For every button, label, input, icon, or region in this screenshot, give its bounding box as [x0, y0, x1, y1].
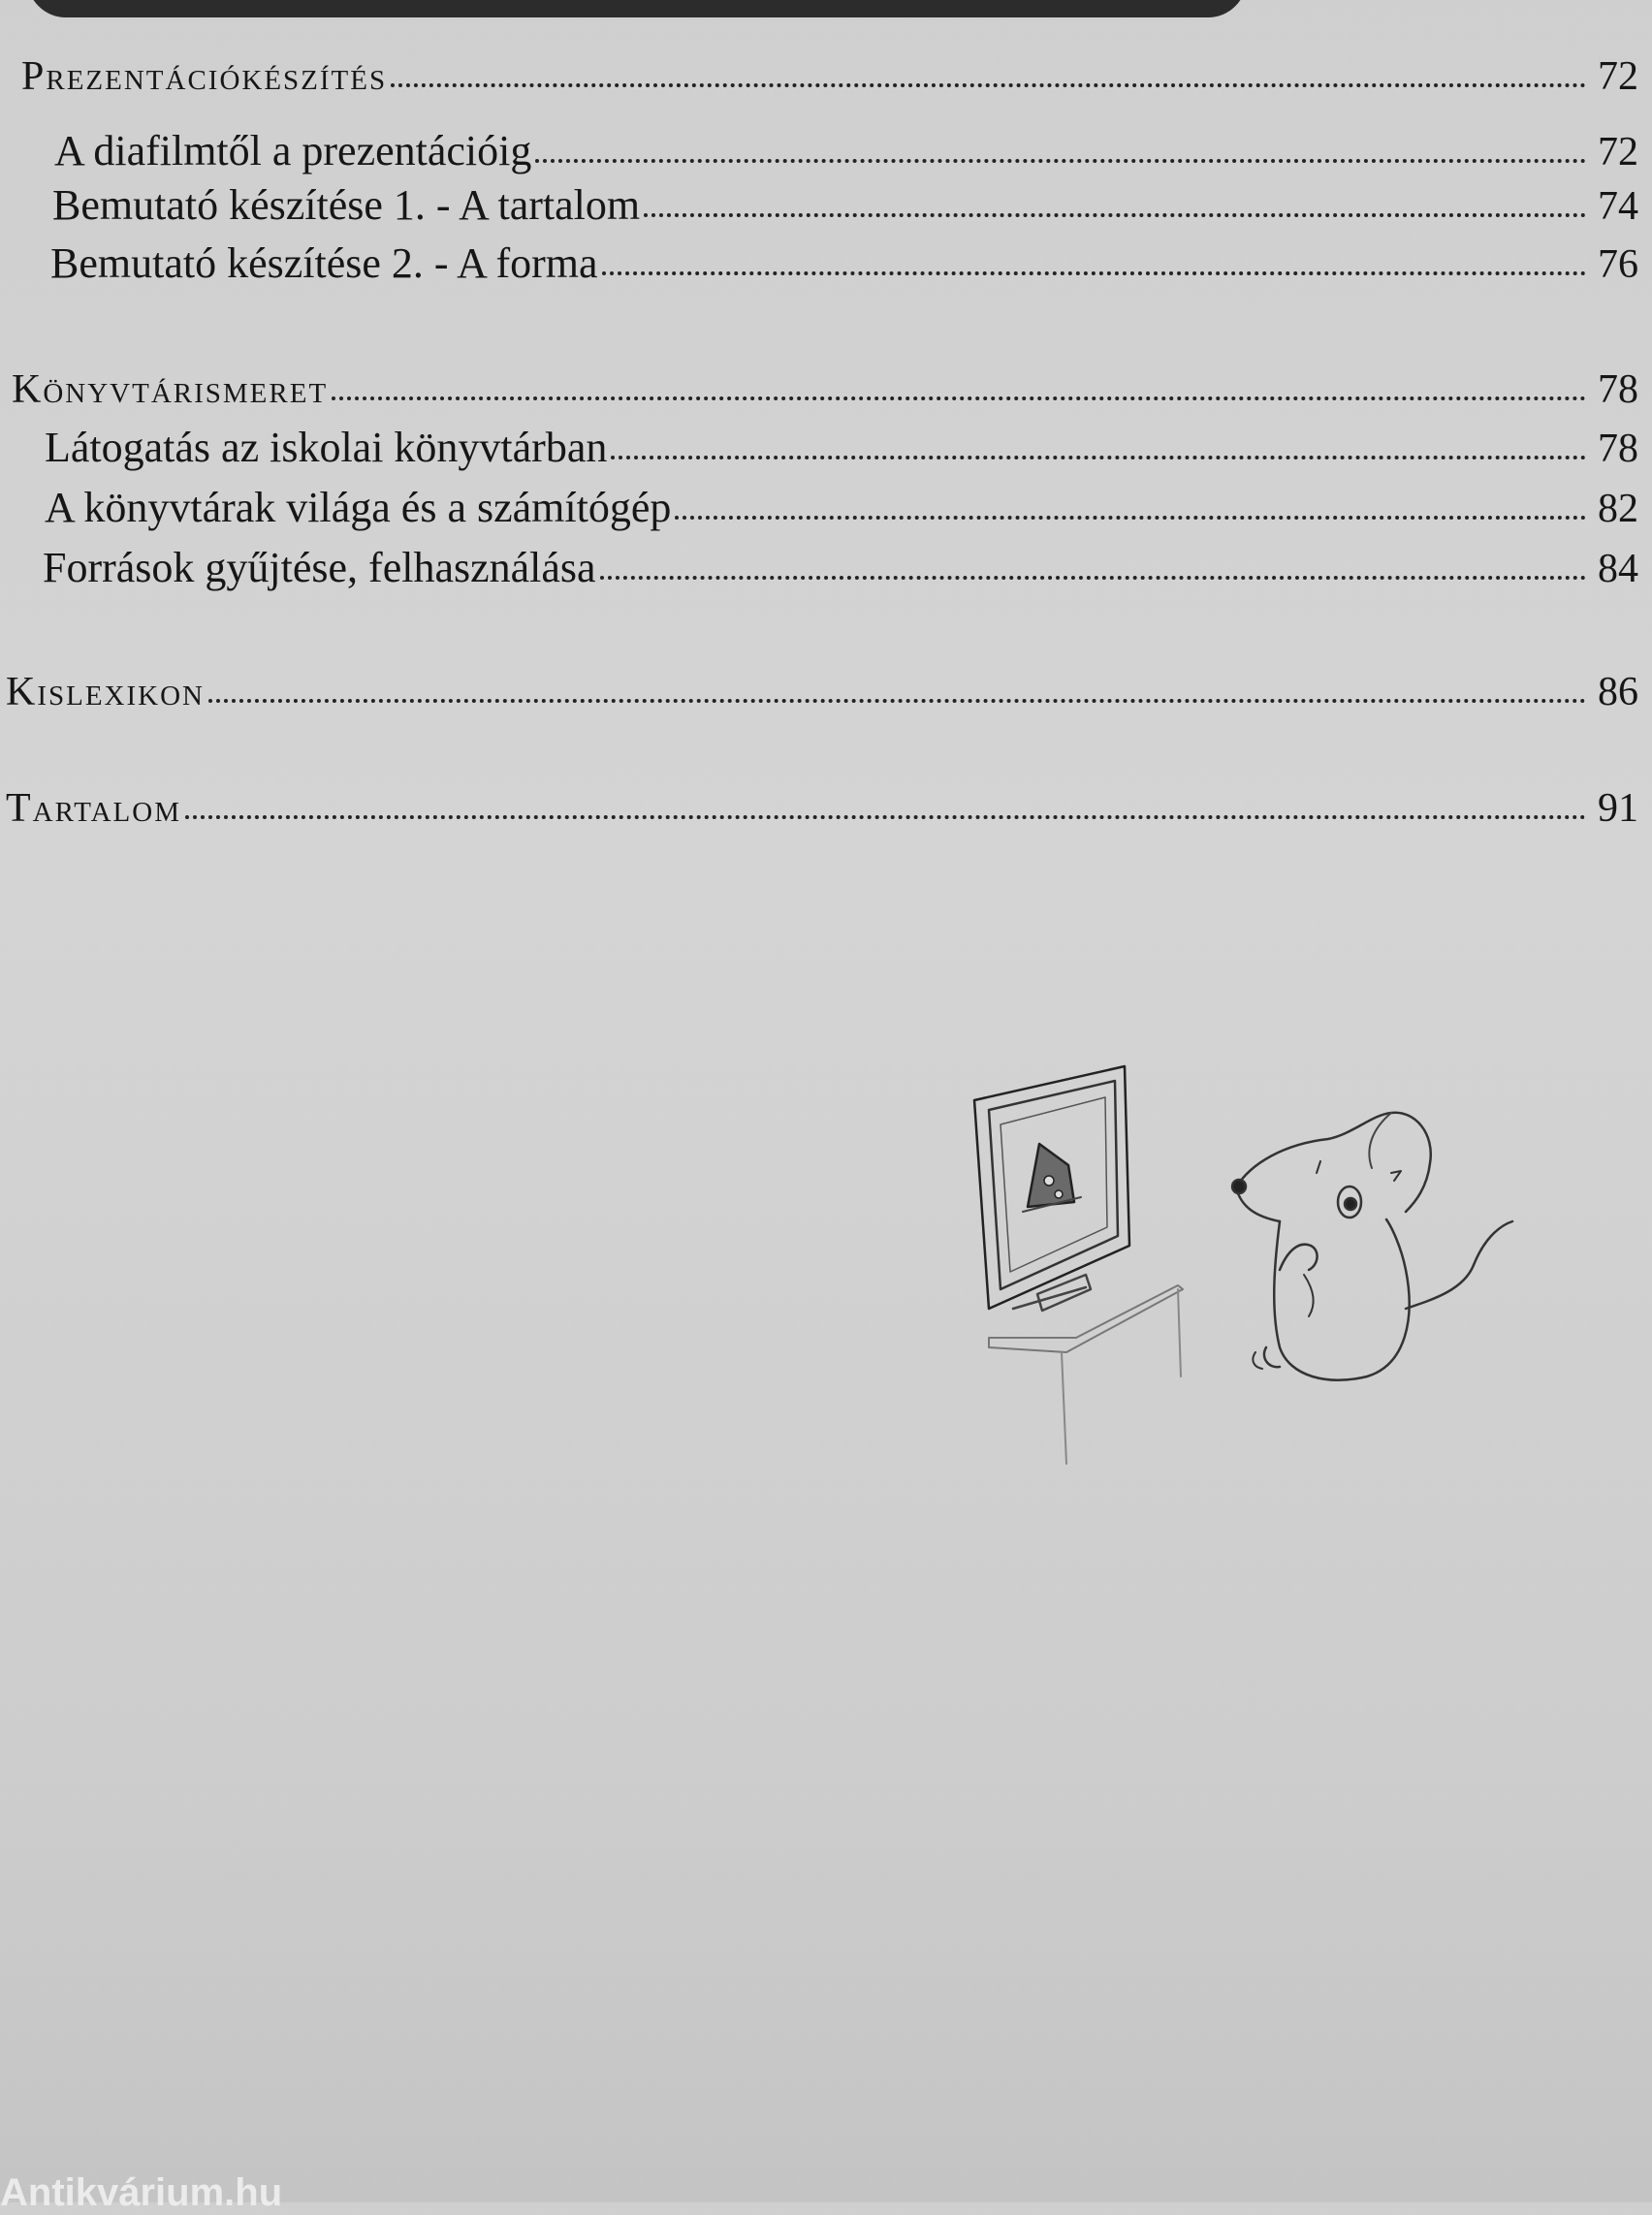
toc-title: Könyvtárismeret — [12, 367, 329, 412]
toc-page-number: 78 — [1598, 367, 1638, 412]
dot-leader — [332, 396, 1586, 400]
toc-page-number: 84 — [1598, 547, 1638, 591]
toc-entry-konyvtarak-vilaga[interactable] — [45, 483, 1638, 532]
toc-title: Kislexikon — [6, 670, 205, 714]
toc-title: Bemutató készítése 2. - A forma — [50, 239, 598, 287]
toc-page-number: 74 — [1598, 184, 1638, 229]
toc-entry-forrasok[interactable] — [43, 543, 1638, 592]
toc-page-number: 76 — [1598, 242, 1638, 287]
dot-leader — [208, 699, 1586, 703]
toc-page-number: 72 — [1598, 54, 1638, 99]
dot-leader — [611, 456, 1586, 459]
toc-section-prezentaciokeszites[interactable] — [21, 53, 1638, 100]
toc-title: A könyvtárak világa és a számítógép — [45, 484, 672, 531]
toc-title: Prezentációkészítés — [21, 54, 388, 99]
toc-entry-bemutato-2[interactable] — [50, 238, 1638, 288]
dot-leader — [391, 83, 1586, 87]
dot-leader — [602, 271, 1586, 275]
toc-title: Látogatás az iskolai könyvtárban — [45, 424, 608, 471]
toc-section-konyvtarismeret[interactable] — [12, 366, 1638, 413]
toc-entry-diafilm[interactable] — [54, 126, 1638, 175]
toc-page-number: 86 — [1598, 670, 1638, 714]
toc-page-number: 82 — [1598, 487, 1638, 531]
toc-title: Tartalom — [6, 786, 181, 831]
toc-section-tartalom[interactable] — [6, 785, 1638, 832]
toc-page-number: 78 — [1598, 427, 1638, 471]
toc-title: Bemutató készítése 1. - A tartalom — [52, 181, 641, 229]
toc-section-kislexikon[interactable] — [6, 669, 1638, 715]
mouse-watching-tv-illustration — [960, 1057, 1590, 1473]
toc-page-number: 72 — [1598, 130, 1638, 174]
mouse-icon — [1232, 1113, 1512, 1380]
watermark: Antikvárium.hu — [0, 2171, 283, 2214]
toc-entry-latogatas[interactable] — [45, 423, 1638, 472]
toc-entry-bemutato-1[interactable] — [52, 180, 1638, 230]
dot-leader — [675, 516, 1586, 520]
dot-leader — [600, 576, 1586, 580]
dot-leader — [185, 815, 1586, 819]
cheese-icon — [1023, 1144, 1081, 1212]
mouse-tv-drawing — [960, 1057, 1590, 1473]
toc-title: Források gyűjtése, felhasználása — [43, 544, 596, 591]
toc-page-number: 91 — [1598, 786, 1638, 831]
dot-leader — [644, 213, 1586, 217]
toc-title: A diafilmtől a prezentációig — [54, 127, 532, 174]
dot-leader — [535, 159, 1586, 163]
